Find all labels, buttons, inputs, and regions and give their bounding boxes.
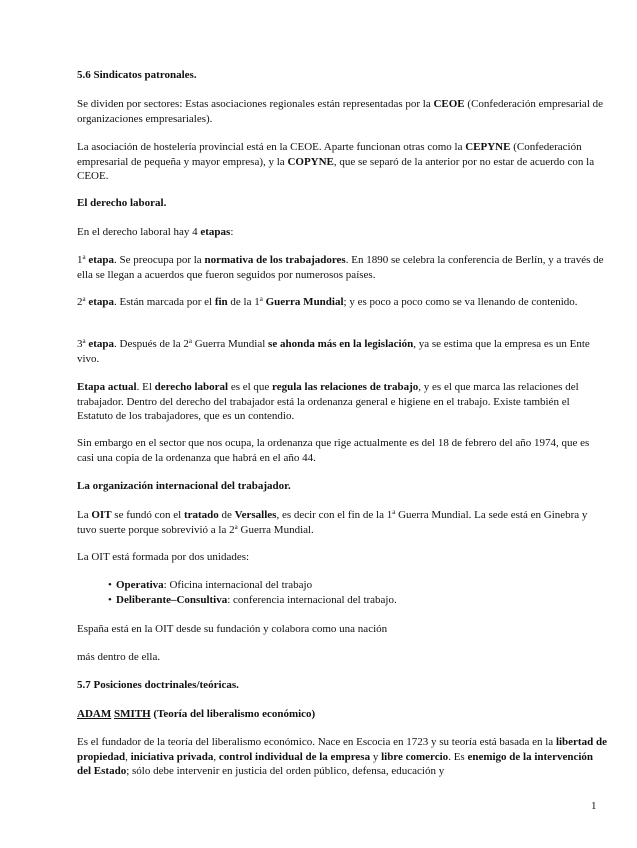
section-5-7-title: 5.7 Posiciones doctrinales/teóricas. [77, 679, 239, 691]
derecho-laboral-title: El derecho laboral. [77, 197, 167, 209]
bullet-icon: • [108, 593, 112, 606]
paragraph-etapas-intro: En el derecho laboral hay 4 etapas: [77, 226, 234, 238]
page-number: 1 [591, 800, 597, 812]
list-item: • Operativa: Oficina internacional del trabajo [108, 579, 313, 591]
paragraph-etapa-actual: Etapa actual. El derecho laboral es el que regula las relaciones de trabajo, y es el que marca las relaciones del trabajador. Dentro del derecho del trabajador está la ordenanza general e higiene en el trabajo. Existe también el Estatuto de los trabajadores, que es un contendio. [77, 381, 579, 422]
paragraph-etapa-1: 1$^a$ etapa. Se preocupa por la normativa de los trabajadores. En 1890 se celebra la conferencia de Berlín, y a través de ella se llegan a acuerdos que fueron seguidos por numerosos países. [77, 253, 604, 281]
list-item: • Deliberante–Consultiva: conferencia internacional del trabajo. [108, 593, 397, 606]
paragraph-espana-oit: España está en la OIT desde su fundación y colabora como una nación [77, 623, 388, 635]
paragraph-adam-smith: Es el fundador de la teoría del liberalismo económico. Nace en Escocia en 1723 y su teoría está basada en la libertad de propiedad, iniciativa privada, control individual de la empresa y libre comercio. Es enemigo de la intervención del Estado; sólo debe intervenir en justicia del orden público, defensa, educación y [77, 736, 607, 777]
paragraph-sectores: Se dividen por sectores: Estas asociaciones regionales están representadas por la CEOE (Confederación empresarial de organizaciones empresariales). [77, 98, 604, 125]
bullet-icon: • [108, 579, 112, 591]
paragraph-mas-dentro: más dentro de ella. [77, 651, 161, 663]
paragraph-hosteleria: La asociación de hostelería provincial está en la CEOE. Aparte funcionan otras como la CEPYNE (Confederación empresarial de pequeña y mayor empresa), y la COPYNE, que se separó de la anterior por no estar de acuerdo con la CEOE. [77, 141, 595, 182]
oit-units-list [108, 578, 397, 607]
paragraph-oit-unidades: La OIT está formada por dos unidades: [77, 551, 250, 563]
paragraph-sin-embargo: Sin embargo en el sector que nos ocupa, la ordenanza que rige actualmente es del 18 de febrero del año 1974, que es casi una copia de la ordenanza que habrá en el año 44. [77, 437, 590, 464]
adam-smith-heading: ADAM SMITH (Teoría del liberalismo económico) [77, 708, 316, 720]
paragraph-oit-fundacion: La OIT se fundó con el tratado de Versalles, es decir con el fin de la 1$^a$ Guerra Mundial. La sede está en Ginebra y tuvo suerte porque sobrevivió a la 2$^a$ Guerra Mundial. [77, 508, 588, 536]
section-5-6-title: 5.6 Sindicatos patronales. [77, 69, 197, 81]
oit-section-title: La organización internacional del trabajador. [77, 480, 291, 492]
paragraph-etapa-2: 2$^a$ etapa. Están marcada por el fin de la 1$^a$ Guerra Mundial; y es poco a poco como se va llenando de contenido. [77, 295, 578, 308]
paragraph-etapa-3: 3$^a$ etapa. Después de la 2$^a$ Guerra Mundial se ahonda más en la legislación, ya se estima que la empresa es un Ente vivo. [77, 337, 590, 365]
